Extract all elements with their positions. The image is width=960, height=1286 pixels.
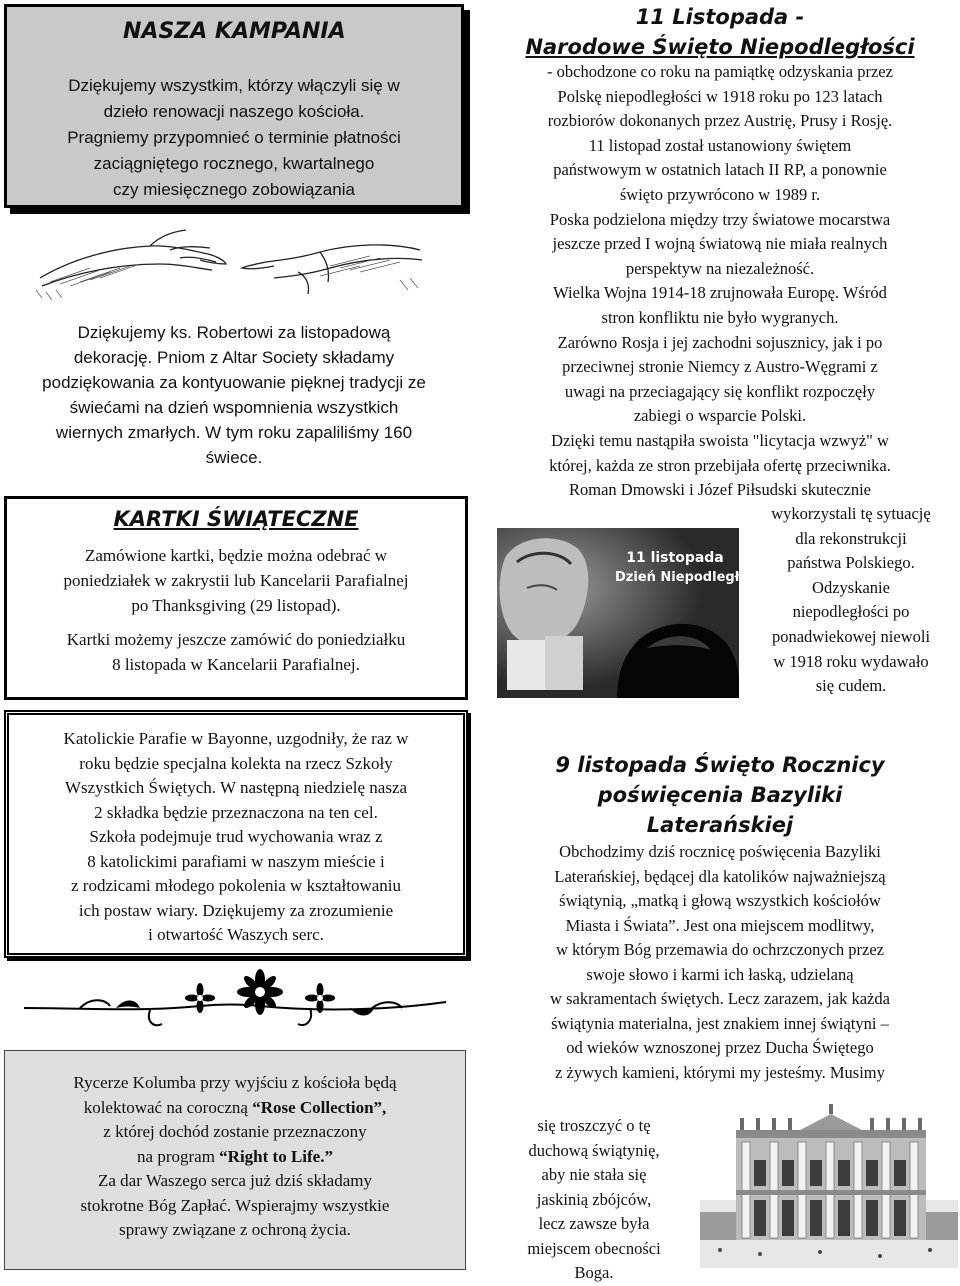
text-line: przeciwnej stronie Niemcy z Austro-Węgrami z xyxy=(562,357,878,377)
text-line: 2 składka będzie przeznaczona na ten cel. xyxy=(94,802,378,822)
title-line: 11 Listopada - xyxy=(635,5,805,29)
text-line: perspektyw na niezależność. xyxy=(625,258,815,278)
text-line: Pragniemy przypomnieć o terminie płatności xyxy=(67,128,401,147)
text-line: Dzięki temu nastąpiła swoista "licytacja wzwyż" w xyxy=(551,430,889,450)
text-line: poniedziałek w zakrystii lub Kancelarii Parafialnej xyxy=(63,571,409,590)
text-line: jeszcze przed I wojną światową nie miała realnych xyxy=(552,234,888,254)
text-line xyxy=(5,1145,465,1170)
text-line: zaciągniętego rocznego, kwartalnego xyxy=(93,154,375,173)
text-line: wykorzystali tę sytuację xyxy=(771,504,931,523)
text-line: aby nie stała się xyxy=(541,1165,647,1184)
rose-collection-box xyxy=(4,1050,466,1270)
title-line: Narodowe Święto Niepodległości xyxy=(525,35,915,59)
text-line: świećami na dzień wspomnienia wszystkich xyxy=(69,398,399,417)
text-line: 8 listopada w Kancelarii Parafialnej. xyxy=(112,655,360,674)
poster-caption-line: 11 listopada xyxy=(626,550,724,566)
christmas-cards-box xyxy=(4,496,468,700)
text-line: świece. xyxy=(205,448,263,467)
title-line: 9 listopada Święto Rocznicy xyxy=(555,753,885,777)
text-line: Wielka Wojna 1914-18 zrujnowała Europę. Wśród xyxy=(553,283,887,303)
independence-day-poster xyxy=(497,528,769,698)
text-line: się cudem. xyxy=(815,676,887,696)
text-line: wiernych zmarłych. W tym roku zapaliliśmy 160 xyxy=(55,423,413,442)
lateran-basilica-photo xyxy=(700,1100,958,1268)
text-line: świątynia materialna, jest znakiem innej świątyni – xyxy=(551,1013,889,1033)
text-line: Wszystkich Świętych. W następną niedzielę nasza xyxy=(64,778,408,797)
text-line: stron konfliktu nie było wygranych. xyxy=(601,307,839,327)
christmas-cards-title: KARTKI ŚWIĄTECZNE xyxy=(113,507,359,531)
independence-day-text xyxy=(480,60,960,503)
text-line: Obchodzimy dziś rocznicę poświęcenia Bazyliki xyxy=(559,842,881,861)
text-line: dla rekonstrukcji xyxy=(795,528,907,548)
text-line: państwowym w ostatnich latach II RP, a ponownie xyxy=(553,160,887,180)
text-line: Odzyskanie xyxy=(812,577,890,597)
text-line: duchową świątynię, xyxy=(528,1140,660,1160)
text-line: której, każda ze stron przebijała ofertę przeciwnika. xyxy=(549,455,891,475)
text-line: z której dochód zostanie przeznaczony xyxy=(103,1122,367,1141)
text-line: Rycerze Kolumba przy wyjściu z kościoła będą xyxy=(73,1073,397,1092)
text-line: Szkoła podejmuje trud wychowania wraz z xyxy=(89,827,383,846)
christmas-cards-text xyxy=(7,543,465,618)
text-line xyxy=(5,1096,465,1121)
campaign-box xyxy=(4,4,464,208)
text-fragment: na program xyxy=(137,1146,220,1166)
poster-caption xyxy=(615,548,769,588)
reaching-hands-illustration xyxy=(30,220,430,304)
text-line: Laterańskiej, będącej dla katolików najważniejszą xyxy=(554,866,886,886)
text-line: Za dar Waszego serca już dziś składamy xyxy=(98,1171,372,1190)
text-line: uwagi na przeciagający się konflikt rozpoczęły xyxy=(564,381,876,401)
text-line: w 1918 roku wydawało xyxy=(773,651,929,671)
text-line: dekorację. Pniom z Altar Society składamy xyxy=(73,348,395,367)
text-line: w sakramentach świętych. Lecz zarazem, jak każda xyxy=(550,989,890,1008)
text-line: z rodzicami młodego pokolenia w kształtowaniu xyxy=(71,876,401,895)
text-line: Boga. xyxy=(574,1263,614,1282)
text-line: jaskinią zbójców, xyxy=(536,1189,652,1209)
text-line: 11 listopad został ustanowiony świętem xyxy=(588,135,852,155)
title-line: Laterańskiej xyxy=(646,813,794,837)
text-line: Miasta i Świata”. Jest ona miejscem modlitwy, xyxy=(565,915,875,935)
campaign-title: NASZA KAMPANIA xyxy=(123,19,346,44)
text-line: i otwartość Waszych serc. xyxy=(148,925,324,944)
independence-day-title xyxy=(480,2,960,62)
thanks-paragraph xyxy=(4,320,464,470)
text-line: święto przywrócono w 1989 r. xyxy=(619,184,821,204)
right-to-life-label: “Right to Life.” xyxy=(219,1146,333,1166)
text-line: się troszczyć o tę xyxy=(537,1116,651,1135)
text-line: po Thanksgiving (29 listopad). xyxy=(131,596,341,615)
text-line: miejscem obecności xyxy=(527,1238,661,1258)
text-line: niepodległości po xyxy=(792,602,910,622)
campaign-text xyxy=(7,73,461,203)
text-line: ponadwiekowej niewoli xyxy=(771,626,931,646)
text-line: 8 katolickimi parafiami w naszym mieście i xyxy=(87,851,385,871)
text-line: czy miesięcznego zobowiązania xyxy=(113,180,355,199)
text-fragment: kolektować na coroczną xyxy=(83,1097,253,1117)
text-line: świątynią, „matką i głową wszystkich kościołów xyxy=(559,891,881,910)
text-line: rozbiorów dokonanych przez Austrię, Prusy i Rosję. xyxy=(547,111,893,131)
school-collection-box xyxy=(4,710,468,958)
text-line: sprawy związane z ochroną życia. xyxy=(119,1220,351,1239)
rose-collection-text xyxy=(5,1071,465,1243)
text-line: z żywych kamieni, którymi my jesteśmy. Musimy xyxy=(555,1062,885,1082)
text-line: Dziękujemy wszystkim, którzy włączyli się w xyxy=(68,76,400,95)
text-line: Zamówione kartki, będzie można odebrać w xyxy=(84,546,388,565)
lateran-title xyxy=(480,750,960,840)
text-line: ich postaw wiary. Dziękujemy za zrozumienie xyxy=(78,900,394,920)
text-line: - obchodzone co roku na pamiątkę odzyskania przez xyxy=(547,62,893,81)
text-line: podziękowania za kontyuowanie pięknej tradycji ze xyxy=(42,373,426,392)
text-line: państwa Polskiego. xyxy=(787,553,915,573)
text-line: Katolickie Parafie w Bayonne, uzgodniły, że raz w xyxy=(63,729,409,748)
lateran-text xyxy=(480,840,960,1085)
text-line: Roman Dmowski i Józef Piłsudski skutecznie xyxy=(568,480,871,500)
text-line: Kartki możemy jeszcze zamówić do poniedziałku xyxy=(66,630,406,649)
text-line: lecz zawsze była xyxy=(538,1214,650,1233)
text-line: od wieków wznoszonej przez Ducha Świętego xyxy=(566,1038,874,1057)
independence-day-text-wrap xyxy=(742,502,960,699)
text-line: roku będzie specjalna kolekta na rzecz Szkoły xyxy=(79,753,393,773)
text-line: Poska podzielona między trzy światowe mocarstwa xyxy=(549,209,891,229)
text-line: zabiegi o wsparcie Polski. xyxy=(633,406,807,426)
poster-caption-line: Dzień Niepodległości xyxy=(615,570,769,585)
text-line: Dziękujemy ks. Robertowi za listopadową xyxy=(77,323,391,342)
text-line: Zarówno Rosja i jej zachodni sojusznicy, jak i po xyxy=(557,332,883,352)
floral-divider xyxy=(20,968,450,1034)
text-line: Polskę niepodległości w 1918 roku po 123 latach xyxy=(557,86,883,106)
text-line: swoje słowo i karmi ich łaską, udzielaną xyxy=(586,964,854,984)
lateran-text-wrap xyxy=(496,1114,692,1286)
school-collection-text xyxy=(9,727,463,948)
christmas-cards-order-text xyxy=(7,627,465,677)
text-line: stokrotne Bóg Zapłać. Wspierajmy wszystkie xyxy=(80,1195,390,1215)
title-line: poświęcenia Bazyliki xyxy=(597,783,843,807)
text-line: dzieło renowacji naszego kościoła. xyxy=(103,102,365,121)
rose-collection-label: “Rose Collection”, xyxy=(252,1097,387,1117)
text-line: w którym Bóg przemawia do ochrzczonych przez xyxy=(555,940,885,959)
